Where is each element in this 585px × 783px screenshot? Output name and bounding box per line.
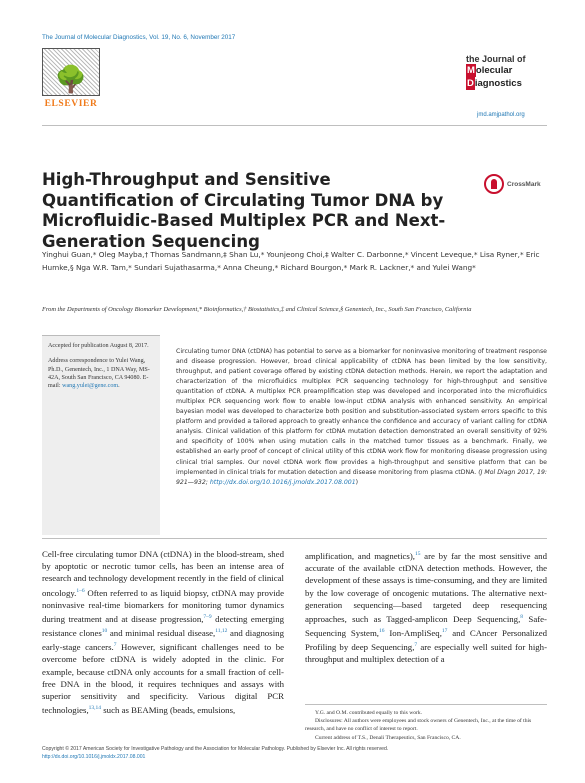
reference-link[interactable]: 7–9	[203, 613, 212, 620]
footnote-equal-contribution: Y.G. and O.M. contributed equally to this work.	[315, 710, 423, 716]
copyright-notice: Copyright © 2017 American Society for Investigative Pathology and the Association for Molecular Pathology. Published by Elsevier Inc. All rights reserved.	[42, 746, 389, 752]
reference-link[interactable]: 16	[379, 628, 385, 635]
journal-logo: the Journal of Molecular Diagnostics	[466, 54, 526, 89]
abstract: Circulating tumor DNA (ctDNA) has potential to serve as a biomarker for noninvasive monitoring of treatment response and disease progression. However, broad clinical applicability of ctDNA has been limited by the low sensitivity, throughput, and patient coverage offered by existing ctDNA detection methods. Herein, we report the adaptation and characterization of the microfluidics multiplex PCR sequencing technology for high-throughput and sensitive quantitation of ctDNA. A multiplex PCR preamplification step was developed and incorporated into the microfluidics multiplex PCR sequencing work flow to enable low-input ctDNA analysis with enhanced sensitivity. An empirical bayesian model was developed to characterize both position and substitution-associated system errors specific to this platform and provided a tailored approach to greatly enhance the confidence and accuracy of variant calling for ctDNA analysis. Clinical validation of this platform for ctDNA mutation detection demonstrated an overall sensitivity of 92% and specificity of 100% when using mutation calls in the matched tumor tissues as a benchmark. Finally, we established an early proof of concept of clinical utility of this ctDNA work flow for monitoring disease progression using clinical trial samples. Our novel ctDNA work flow provides a high-throughput and sensitive platform that can be implemented in clinical trials for mutation detection and disease monitoring from plasma ctDNA. (J Mol Diagn 2017, 19: 921—932; http://dx.doi.org/10.1016/j.jmoldx.2017.08.001)	[176, 348, 547, 486]
publisher-wordmark: ELSEVIER	[44, 99, 98, 109]
correspondence: Address correspondence to Yulei Wang, Ph.D., Genentech, Inc., 1 DNA Way, MS-42A, South San Francisco, CA 94080. E-mail: wang.yulei@gene.com.	[48, 358, 150, 390]
footnotes	[305, 704, 547, 742]
body-column-right	[305, 548, 547, 666]
footnote-disclosures: Disclosures: All authors were employees and stock owners of Genentech, Inc., at the time of this research, and have no conflict of interest to report.	[305, 718, 532, 733]
page-footer	[42, 745, 547, 761]
footer-doi-link[interactable]: http://dx.doi.org/10.1016/j.jmoldx.2017.08.001	[42, 754, 146, 760]
body-paragraph: Cell-free circulating tumor DNA (ctDNA) in the blood-stream, shed by apoptotic or necrotic tumor cells, has been an intense area of research and technology development recently in the field of clinical oncology.$^{1-6}$ Often referred to as liquid biopsy, ctDNA may provide noninvasive real-time biomarkers for monitoring tumor dynamics during treatment and at disease progression,$^{7-9}$ detecting emerging resistance clones$^{10}$ and minimal residual disease,$^{11,12}$ and diagnosing early-stage cancers.$^7$ However, significant challenges need to be overcome before ctDNA is widely adopted in the clinic. For example, because ctDNA only accounts for a small fraction of cell-free DNA in the blood, it requires techniques and assays with superior sensitivity and specificity. Various digital PCR technologies,$^{13,14}$ such as BEAMing (beads, emulsions,	[42, 549, 285, 716]
article-info-sidebar	[42, 335, 160, 535]
footnote-current-address: Current address of T.S., Denali Therapeutics, San Francisco, CA.	[315, 734, 461, 741]
elsevier-tree-image: 🌳	[42, 48, 100, 96]
email-link[interactable]: wang.yulei@gene.com	[62, 383, 119, 390]
affiliations: From the Departments of Oncology Biomarker Development,* Bioinformatics,† Biostatistics,‡ and Clinical Science,§ Genentech, Inc., South San Francisco, California	[42, 306, 472, 313]
header-divider	[42, 125, 547, 126]
crossmark-button[interactable]	[484, 174, 541, 194]
abstract-divider	[42, 538, 547, 539]
reference-link[interactable]: 1–6	[76, 587, 85, 594]
reference-link[interactable]: 7	[414, 642, 418, 649]
reference-link[interactable]: 13,14	[88, 705, 102, 712]
accepted-date: Accepted for publication August 8, 2017.	[48, 343, 149, 349]
reference-link[interactable]: 8	[520, 613, 524, 620]
reference-link[interactable]: 7	[113, 642, 117, 649]
reference-link[interactable]: 11,12	[215, 628, 228, 635]
author-list: Yinghui Guan,* Oleg Mayba,† Thomas Sandmann,‡ Shan Lu,* Younjeong Choi,‡ Walter C. Darbonne,* Vincent Leveque,* Lisa Ryner,* Eric Humke,§ Nga W.R. Tam,* Sundari Sujathasarma,* Anna Cheung,* Richard Bourgon,* Mark R. Lackner,* and Yulei Wang*	[42, 250, 540, 272]
body-paragraph: amplification, and magnetics),$^{15}$ are by far the most sensitive and accurate of the available ctDNA detection methods. However, the development of these assays is time-consuming, and they are limited by the low coverage of oncogenic mutations. The alternative next-generation sequencing—based targeted deep resequencing approaches, such as Tagged-amplicon Deep Sequencing,$^8$ Safe-Sequencing System,$^{16}$ Ion-AmpliSeq,$^{17}$ and CAncer Personalized Profiling by deep Sequencing,$^7$ are especially well suited for high-throughput and multiplex detection of a	[305, 550, 548, 665]
journal-url-link[interactable]: jmd.amjpathol.org	[477, 112, 525, 118]
journal-citation-line: The Journal of Molecular Diagnostics, Vol. 19, No. 6, November 2017	[42, 34, 236, 41]
crossmark-label: CrossMark	[507, 180, 541, 188]
crossmark-icon	[484, 174, 504, 194]
elsevier-logo	[42, 48, 100, 110]
reference-link[interactable]: 17	[441, 628, 448, 635]
reference-link[interactable]: 15	[414, 551, 421, 557]
abstract-doi-link[interactable]: http://dx.doi.org/10.1016/j.jmoldx.2017.08.001	[209, 478, 356, 486]
abstract-citation: (J Mol Diagn 2017, 19: 921—932;	[176, 468, 547, 486]
article-title: High-Throughput and Sensitive Quantification of Circulating Tumor DNA by Microfluidic-Based Multiplex PCR and Next-Generation Sequencing	[42, 170, 446, 251]
reference-link[interactable]: 10	[101, 628, 108, 635]
body-column-left	[42, 548, 284, 716]
